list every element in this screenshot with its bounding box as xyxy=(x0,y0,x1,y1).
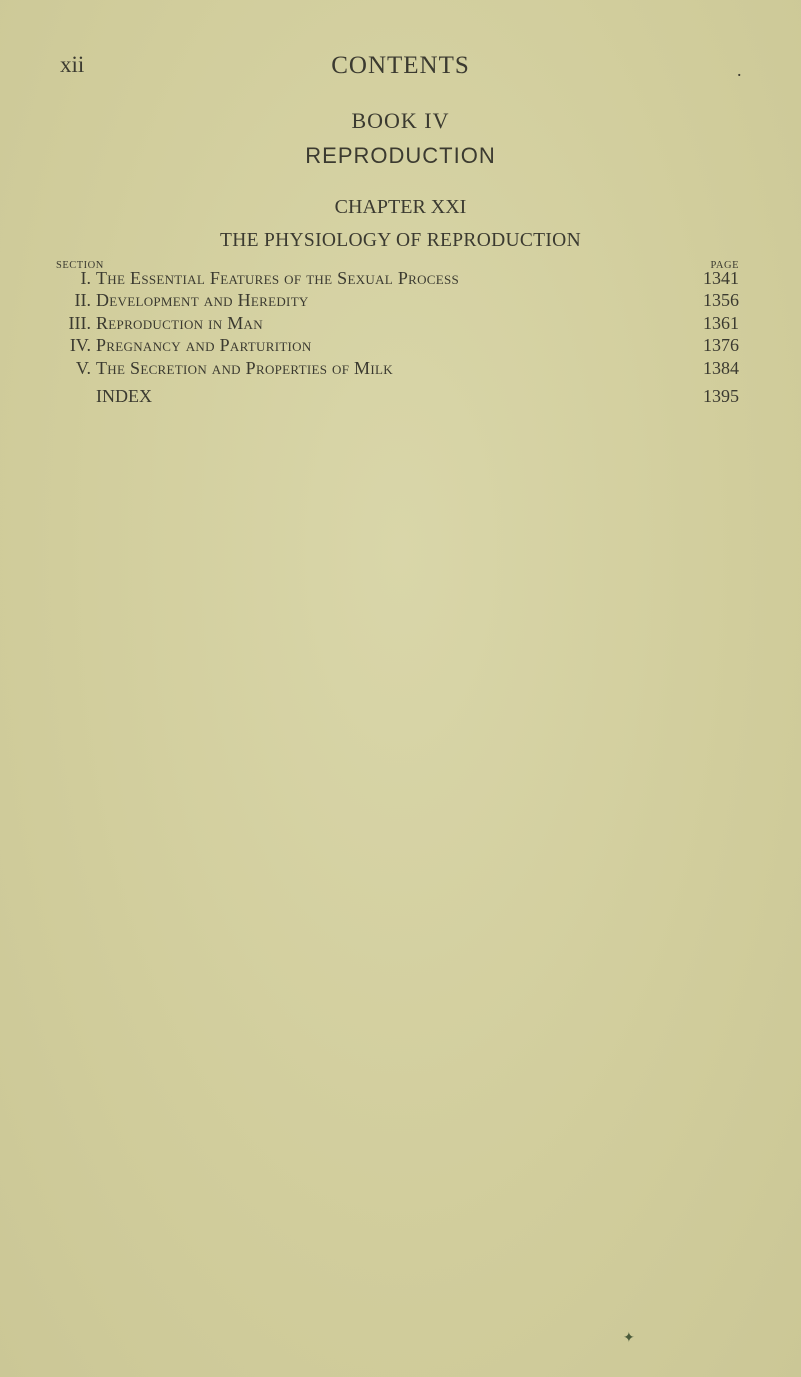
section-number: II. xyxy=(74,290,91,311)
book-title: REPRODUCTION xyxy=(305,143,496,168)
section-number: IV. xyxy=(69,335,91,356)
contents-entry[interactable] xyxy=(0,313,801,335)
section-page: 1361 xyxy=(703,312,739,333)
section-page: 1384 xyxy=(703,357,739,378)
contents-entry[interactable] xyxy=(0,335,801,357)
contents-entry[interactable] xyxy=(0,358,801,380)
section-title: Pregnancy and Parturition xyxy=(96,335,312,356)
section-page: 1376 xyxy=(703,335,739,356)
chapter-label: CHAPTER XXI xyxy=(334,196,467,218)
section-page: 1356 xyxy=(703,290,739,311)
running-head xyxy=(0,52,801,82)
chapter-title: THE PHYSIOLOGY OF REPRODUCTION xyxy=(220,230,581,251)
page-number: xii xyxy=(60,52,85,77)
section-title: The Essential Features of the Sexual Process xyxy=(96,268,460,288)
page-column-heading: PAGE xyxy=(710,260,739,271)
section-title: Development and Heredity xyxy=(96,290,309,311)
contents-entry[interactable] xyxy=(0,268,801,290)
section-title: The Secretion and Properties of Milk xyxy=(96,357,393,378)
section-number: I. xyxy=(80,268,91,288)
section-title: Reproduction in Man xyxy=(96,312,263,333)
index-page: 1395 xyxy=(703,386,739,406)
section-number: V. xyxy=(75,357,91,378)
running-title: CONTENTS xyxy=(331,52,470,79)
index-entry[interactable] xyxy=(0,386,801,410)
contents-entry[interactable] xyxy=(0,290,801,312)
contents-list xyxy=(0,268,801,380)
section-page: 1341 xyxy=(703,268,739,288)
section-column-heading: SECTION xyxy=(56,260,104,271)
book-label: BOOK IV xyxy=(351,108,450,133)
section-number: III. xyxy=(68,312,91,333)
stray-mark: . xyxy=(737,60,742,80)
index-title: INDEX xyxy=(96,386,152,406)
ink-blot-icon: ✦ xyxy=(623,1331,635,1346)
